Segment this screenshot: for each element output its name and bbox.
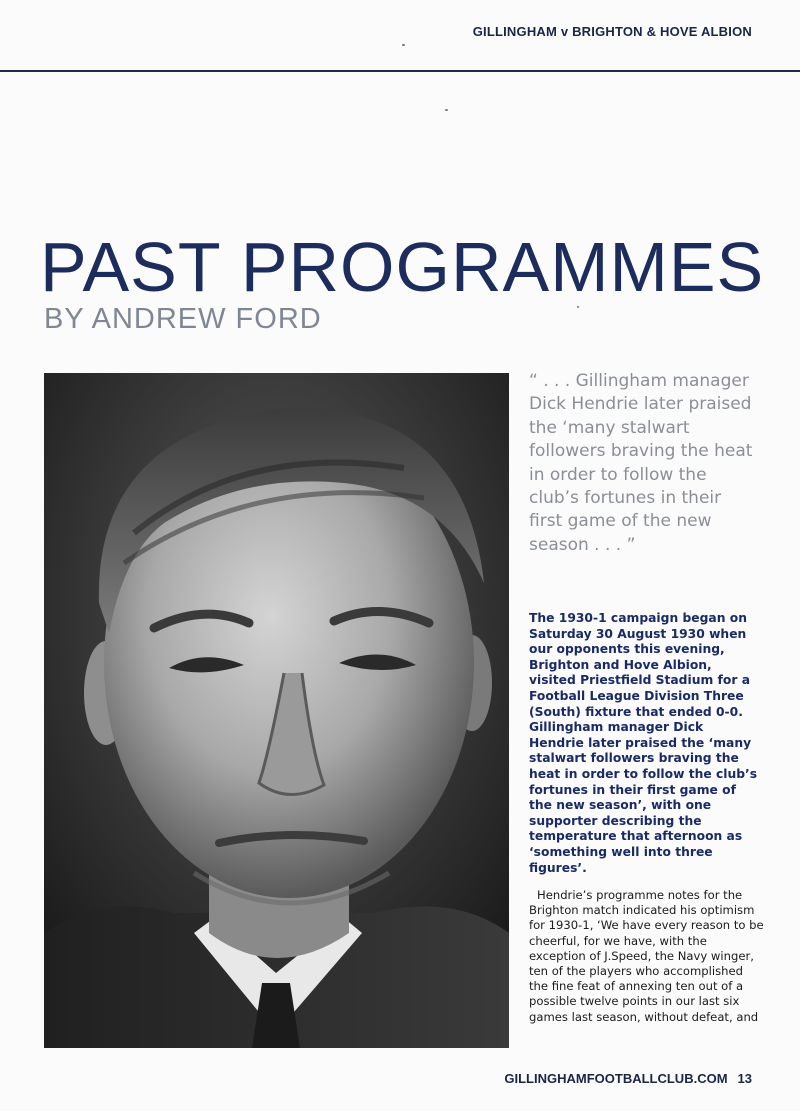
page-number: 13 xyxy=(737,1071,752,1086)
body-paragraph: Hendrie’s programme notes for the Brighton match indicated his optimism for 1930-1, ‘We have every reason to be cheerful, for we have, with the exception of J.Speed, the Navy winger, ten of the players who accomplished the fine feat of annexing ten out of a possible twelve points in our last six games last season, without defeat, and xyxy=(529,888,764,1024)
manager-portrait-photo xyxy=(44,373,509,1048)
article-title: PAST PROGRAMMES xyxy=(40,228,765,306)
print-speck xyxy=(402,44,405,46)
print-speck xyxy=(445,109,448,111)
website-url: GILLINGHAMFOOTBALLCLUB.COM xyxy=(504,1071,728,1086)
page-footer xyxy=(504,1071,752,1086)
pull-quote: “ . . . Gillingham manager Dick Hendrie later praised the ‘many stalwart followers braving the heat in order to follow the club’s fortunes in their first game of the new season . . . ” xyxy=(529,371,753,555)
lead-paragraph: The 1930-1 campaign began on Saturday 30 August 1930 when our opponents this evening, Brighton and Hove Albion, visited Priestfield Stadium for a Football League Division Three (South) fixture that ended 0-0. Gillingham manager Dick Hendrie later praised the ‘many stalwart followers braving the heat in order to follow the club’s fortunes in their first game of the new season’, with one supporter describing the temperature that afternoon as ‘something well into three figures’. xyxy=(529,611,758,875)
header-divider xyxy=(0,70,800,72)
print-speck xyxy=(577,306,579,308)
article-byline: BY ANDREW FORD xyxy=(44,303,322,335)
running-header: GILLINGHAM v BRIGHTON & HOVE ALBION xyxy=(472,24,752,39)
